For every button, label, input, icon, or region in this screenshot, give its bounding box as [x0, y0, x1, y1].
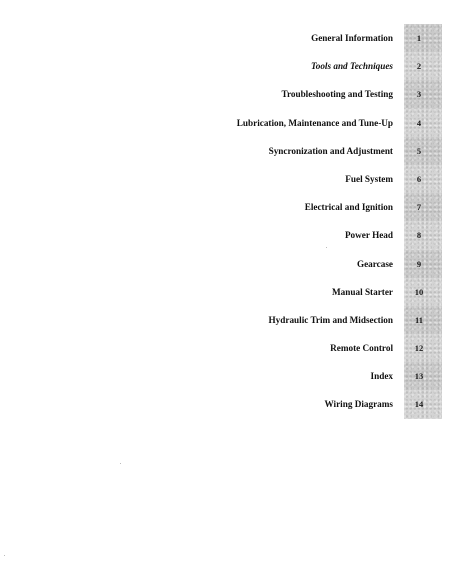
toc-entry-label: Gearcase [356, 258, 393, 269]
section-tab[interactable] [404, 306, 442, 334]
section-tab[interactable] [404, 80, 442, 108]
table-of-contents [0, 24, 450, 419]
toc-entry-remote-control[interactable] [0, 334, 450, 362]
section-tab[interactable] [404, 334, 442, 362]
toc-entry-manual-starter[interactable] [0, 278, 450, 306]
toc-entry-tools-and-techniques[interactable] [0, 52, 450, 80]
toc-entry-fuel-system[interactable] [0, 165, 450, 193]
toc-entry-lubrication-maintenance-tune-up[interactable] [0, 109, 450, 137]
toc-entry-syncronization-and-adjustment[interactable] [0, 137, 450, 165]
toc-entry-hydraulic-trim-and-midsection[interactable] [0, 306, 450, 334]
section-number: 8 [416, 230, 422, 241]
section-tab[interactable] [404, 362, 442, 390]
section-number: 12 [414, 343, 424, 354]
toc-entry-troubleshooting-and-testing[interactable] [0, 80, 450, 108]
section-number: 11 [414, 314, 424, 325]
section-tab[interactable] [404, 109, 442, 137]
toc-entry-label: Fuel System [345, 173, 393, 184]
toc-entry-gearcase[interactable] [0, 250, 450, 278]
toc-entry-label: Tools and Techniques [310, 61, 393, 72]
section-number: 13 [414, 371, 424, 382]
toc-entry-label: Hydraulic Trim and Midsection [268, 314, 393, 325]
toc-entry-label: Index [370, 371, 393, 382]
toc-entry-label: Lubrication, Maintenance and Tune-Up [236, 117, 393, 128]
section-number: 14 [414, 399, 424, 410]
section-tab[interactable] [404, 24, 442, 52]
section-number: 1 [416, 33, 422, 43]
toc-entry-label: Manual Starter [332, 286, 393, 297]
toc-entry-label: Wiring Diagrams [324, 399, 393, 410]
toc-entry-label: General Information [311, 33, 393, 43]
section-number: 4 [416, 117, 422, 128]
toc-entry-label: Power Head [344, 230, 393, 241]
section-number: 2 [416, 61, 422, 72]
section-tab[interactable] [404, 221, 442, 249]
toc-entry-power-head[interactable] [0, 221, 450, 249]
scan-speck [326, 247, 327, 248]
scan-speck [120, 463, 121, 464]
section-number: 7 [416, 202, 422, 213]
toc-entry-label: Troubleshooting and Testing [281, 89, 393, 100]
section-tab[interactable] [404, 390, 442, 418]
toc-entry-electrical-and-ignition[interactable] [0, 193, 450, 221]
toc-entry-general-information[interactable] [0, 24, 450, 52]
section-tab[interactable] [404, 165, 442, 193]
section-tab[interactable] [404, 278, 442, 306]
toc-entry-label: Remote Control [330, 343, 393, 354]
toc-entry-index[interactable] [0, 362, 450, 390]
section-tab[interactable] [404, 52, 442, 80]
toc-entry-label: Electrical and Ignition [304, 202, 393, 213]
section-tab[interactable] [404, 250, 442, 278]
toc-entry-label: Syncronization and Adjustment [268, 145, 393, 156]
section-number: 9 [416, 258, 422, 269]
section-number: 10 [414, 286, 424, 297]
section-number: 3 [416, 89, 422, 100]
section-tab[interactable] [404, 193, 442, 221]
section-tab[interactable] [404, 137, 442, 165]
section-number: 5 [416, 145, 422, 156]
section-number: 6 [416, 173, 422, 184]
scan-speck [4, 555, 5, 556]
toc-entry-wiring-diagrams[interactable] [0, 390, 450, 418]
